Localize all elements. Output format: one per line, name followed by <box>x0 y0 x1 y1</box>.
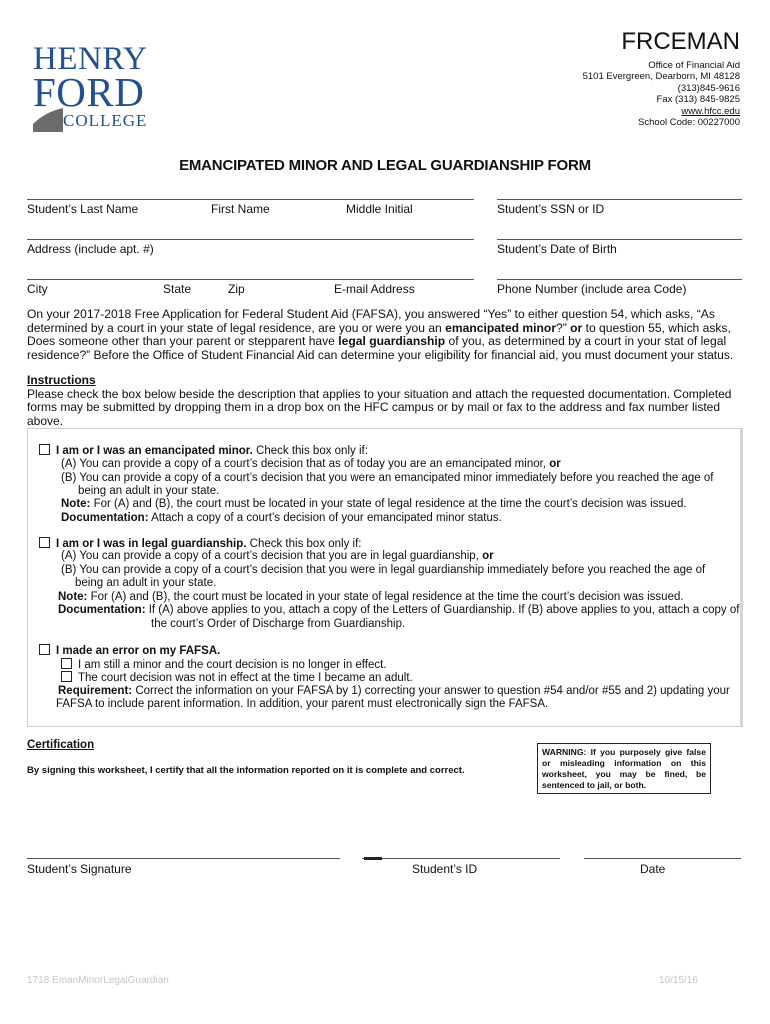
emancipated-note <box>61 498 687 512</box>
office-contact-block <box>583 60 740 128</box>
address-label: Address (include apt. #) <box>27 242 154 256</box>
phone-line[interactable] <box>497 279 742 280</box>
emancipated-documentation <box>61 512 502 526</box>
email-label: E-mail Address <box>334 282 415 296</box>
emancipated-doc-label: Documentation: <box>61 512 149 524</box>
emancipated-a-text: (A) You can provide a copy of a court’s decision that as of today you are an emancipated minor, <box>61 458 550 470</box>
guardianship-a-or: or <box>482 550 494 562</box>
intro-text-1: On your 2017-2018 Free Application for Federal Student Aid (FAFSA), you answered “Yes” to either question 54, which asks, “As determined by a court in your state of legal residence, are you or were you an <box>27 307 715 335</box>
guardianship-a-text: (A) You can provide a copy of a court’s decision that you are in legal guardianship, <box>61 550 483 562</box>
office-website-link[interactable]: www.hfcc.edu <box>681 105 740 117</box>
logo-swoosh-icon <box>33 106 63 132</box>
emancipated-doc-text: Attach a copy of a court’s decision of your emancipated minor status. <box>148 512 502 524</box>
fafsa-requirement <box>58 685 730 699</box>
middle-initial-label: Middle Initial <box>346 202 413 216</box>
not-in-effect-checkbox[interactable] <box>61 671 72 682</box>
requirement-text-2: FAFSA to include parent information. In addition, your parent must electronically sign the FAFSA. <box>56 698 549 710</box>
instructions-heading: Instructions <box>27 373 96 387</box>
warning-box: WARNING: If you purposely give false or misleading information on this worksheet, you may be fined, be sentenced to jail, or both. <box>537 743 711 794</box>
ssn-line[interactable] <box>497 199 742 200</box>
requirement-text-1: Correct the information on your FAFSA by 1) correcting your answer to question #54 and/or #55 and 2) updating your <box>132 685 730 697</box>
fafsa-error-checkbox[interactable] <box>39 644 50 655</box>
emancipated-checkbox[interactable] <box>39 444 50 455</box>
instructions-text: Please check the box below beside the description that applies to your situation and attach the requested documentation. Completed forms may be submitted by dropping them in a drop box on the HFC campus or by mail or fax to the address and fax number listed above. <box>27 386 732 428</box>
intro-text-3: to question 55, which asks, Does someone other than your parent or stepparent have <box>27 320 731 349</box>
fafsa-error-sub-2 <box>61 671 413 686</box>
date-label: Date <box>640 862 666 876</box>
emancipated-lead: Check this box only if: <box>252 445 368 457</box>
phone-label: Phone Number (include area Code) <box>497 282 687 296</box>
city-line[interactable] <box>27 279 474 280</box>
guardianship-note <box>58 591 684 605</box>
office-address: 5101 Evergreen, Dearborn, MI 48128 <box>582 71 740 83</box>
logo-line-henry: HENRY <box>33 41 148 77</box>
logo-line-ford: FORD <box>33 69 145 115</box>
emancipated-a-or: or <box>549 458 561 470</box>
student-id-line[interactable] <box>362 858 560 859</box>
emancipated-option <box>39 444 368 459</box>
address-line[interactable] <box>27 239 474 240</box>
certification-text: By signing this worksheet, I certify that all the information reported on it is complete and correct. <box>27 765 465 776</box>
guardianship-doc-text-1: If (A) above applies to you, attach a copy of the Letters of Guardianship. If (B) above applies to you, attach a copy of <box>145 604 740 616</box>
intro-bold-or: or <box>570 320 583 335</box>
guardianship-note-label: Note: <box>58 591 88 603</box>
requirement-label: Requirement: <box>58 685 133 697</box>
still-minor-label: I am still a minor and the court decision is no longer in effect. <box>78 659 387 671</box>
guardianship-b1: (B) You can provide a copy of a court’s decision that you were in legal guardianship immediately before you reached the age of <box>61 564 706 576</box>
student-id-label: Student’s ID <box>412 862 478 876</box>
form-title: EMANCIPATED MINOR AND LEGAL GUARDIANSHIP FORM <box>179 157 591 174</box>
city-label: City <box>27 282 48 296</box>
office-phone: (313)845-9616 <box>677 82 740 94</box>
office-name: Office of Financial Aid <box>648 60 740 71</box>
guardianship-a <box>61 550 494 564</box>
guardianship-documentation <box>58 604 739 618</box>
intro-text-2: ?” <box>556 320 571 335</box>
signature-line[interactable] <box>27 858 340 859</box>
emancipated-note-text: For (A) and (B), the court must be located in your state of legal residence at the time the court’s decision was issued. <box>90 498 687 510</box>
office-school-code: School Code: 00227000 <box>638 117 740 129</box>
guardianship-lead: Check this box only if: <box>246 538 362 550</box>
emancipated-heading: I am or I was an emancipated minor. <box>56 445 253 457</box>
guardianship-note-text: For (A) and (B), the court must be located in your state of legal residence at the time the court’s decision was issued. <box>87 591 684 603</box>
guardianship-doc-text-2: the court’s Order of Discharge from Guardianship. <box>151 618 406 630</box>
emancipated-b1: (B) You can provide a copy of a court’s decision that you were an emancipated minor immediately before you reached the age of <box>61 472 714 484</box>
state-label: State <box>163 282 192 296</box>
guardianship-b2: being an adult in your state. <box>75 577 217 589</box>
emancipated-b2: being an adult in your state. <box>78 485 220 497</box>
footer-date: 10/15/16 <box>659 975 698 986</box>
instructions-section <box>27 374 745 428</box>
date-line[interactable] <box>584 858 741 859</box>
emancipated-a <box>61 458 561 472</box>
guardianship-heading: I am or I was in legal guardianship. <box>56 538 247 550</box>
first-name-label: First Name <box>211 202 270 216</box>
student-id-line-mark <box>364 857 382 860</box>
certification-heading: Certification <box>27 739 95 751</box>
office-fax: Fax (313) 845-9825 <box>656 94 740 106</box>
fafsa-error-option <box>39 644 220 659</box>
footer-form-name: 1718 EmanMinorLegalGuardian <box>27 975 169 986</box>
intro-paragraph <box>27 308 745 362</box>
form-code: FRCEMAN <box>621 28 740 55</box>
henry-ford-college-logo <box>33 41 148 132</box>
still-minor-checkbox[interactable] <box>61 658 72 669</box>
signature-label: Student’s Signature <box>27 862 132 876</box>
intro-bold-emancipated: emancipated minor <box>445 320 557 335</box>
name-line[interactable] <box>27 199 474 200</box>
dob-label: Student’s Date of Birth <box>497 242 617 256</box>
guardianship-checkbox[interactable] <box>39 537 50 548</box>
intro-text-4: of you, as determined by a court in your stat of legal residence?” Before the Office of Student Financial Aid can determine your eligibility for financial aid, you must document your status. <box>27 334 734 362</box>
guardianship-doc-label: Documentation: <box>58 604 146 616</box>
intro-bold-guardianship: legal guardianship <box>338 334 446 349</box>
zip-label: Zip <box>228 282 245 296</box>
not-in-effect-label: The court decision was not in effect at the time I became an adult. <box>78 672 413 684</box>
logo-line-college: COLLEGE <box>63 111 148 130</box>
emancipated-note-label: Note: <box>61 498 91 510</box>
fafsa-error-heading: I made an error on my FAFSA. <box>56 645 221 657</box>
ssn-label: Student’s SSN or ID <box>497 202 605 216</box>
last-name-label: Student’s Last Name <box>27 202 139 216</box>
dob-line[interactable] <box>497 239 742 240</box>
